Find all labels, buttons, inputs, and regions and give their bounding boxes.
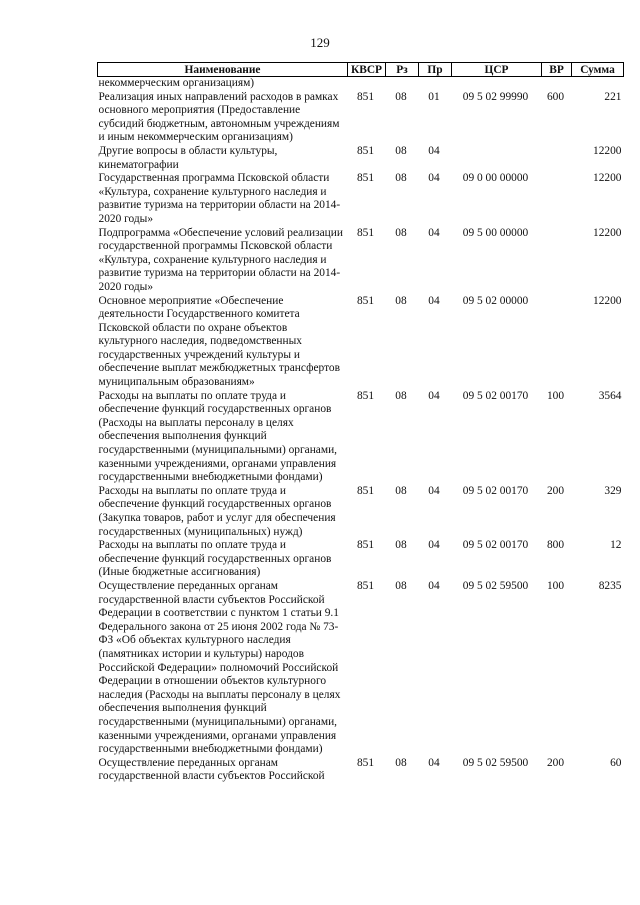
row-sum: 12	[610, 539, 622, 552]
row-name: Расходы на выплаты по оплате труда и обеспечение функций государственных органов (Расходы на выплаты персоналу в целях обеспечения выполнения функций государственными (муниципальными) органами, казенными учреждениями, органами управления государственными внебюджетными фондами)	[98, 389, 338, 484]
row-vr: 200	[546, 756, 565, 769]
row-rz: 08	[395, 389, 407, 402]
header-csr: ЦСР	[452, 63, 542, 77]
row-name: Расходы на выплаты по оплате труда и обеспечение функций государственных органов (Закупка товаров, работ и услуг для обеспечения государственных (муниципальных) нужд)	[98, 484, 336, 538]
row-pr: 04	[428, 539, 440, 552]
row-vr: 100	[546, 389, 565, 402]
row-name: Подпрограмма «Обеспечение условий реализации государственной программы Псковской области «Культура, сохранение культурного наследия и развитие туризма на территории области на 2014-2020 годы»	[98, 226, 343, 293]
row-name: Государственная программа Псковской области «Культура, сохранение культурного наследия и развитие туризма на территории области на 2014-2020 годы»	[98, 172, 341, 225]
row-sum: 221	[604, 90, 622, 103]
table-row	[98, 227, 624, 295]
row-csr: 09 5 02 99990	[462, 90, 529, 103]
row-rz: 08	[395, 90, 407, 103]
row-name: Основное мероприятие «Обеспечение деятельности Государственного комитета Псковской области по охране объектов культурного наследия, подведомственных государственных учреждений культуры и обеспечение выплат межбюджетных трансфертов муниципальным образованиям»	[98, 294, 340, 389]
row-kvsr: 851	[356, 294, 375, 307]
row-name: Другие вопросы в области культуры, кинематографии	[98, 144, 278, 171]
row-kvsr: 851	[356, 144, 375, 157]
row-pr	[419, 77, 452, 91]
table-row	[98, 580, 624, 757]
row-csr: 09 5 02 59500	[462, 756, 529, 769]
table-row	[98, 91, 624, 145]
row-kvsr: 851	[356, 539, 375, 552]
row-vr	[542, 295, 572, 390]
row-pr: 04	[428, 484, 440, 497]
row-csr	[452, 145, 542, 172]
row-vr	[542, 172, 572, 226]
table-row	[98, 295, 624, 390]
header-pr: Пр	[419, 63, 452, 77]
row-kvsr: 851	[356, 756, 375, 769]
row-kvsr: 851	[356, 172, 375, 185]
table-row	[98, 390, 624, 485]
row-kvsr: 851	[356, 484, 375, 497]
table-row	[98, 172, 624, 226]
row-csr: 09 0 00 00000	[462, 172, 529, 185]
row-sum: 60	[610, 756, 622, 769]
header-vr: ВР	[542, 63, 572, 77]
row-kvsr: 851	[356, 579, 375, 592]
row-pr: 04	[428, 756, 440, 769]
row-csr: 09 5 02 00170	[462, 539, 529, 552]
row-pr: 04	[428, 389, 440, 402]
header-sum: Сумма	[572, 63, 624, 77]
row-rz: 08	[395, 539, 407, 552]
row-sum	[572, 77, 624, 91]
row-sum: 8235	[598, 579, 622, 592]
row-name: Осуществление переданных органам государственной власти субъектов Российской Федерации в соответствии с пунктом 1 статьи 9.1 Федерального закона от 25 июня 2002 года № 73-ФЗ «Об объектах культурного наследия (памятниках истории и культуры) народов Российской Федерации» полномочий Российской Федерации в отношении объектов культурного наследия (Расходы на выплаты персоналу в целях обеспечения выполнения функций государственными (муниципальными) органами, казенными учреждениями, органами управления государственными внебюджетными фондами)	[98, 579, 341, 756]
row-csr: 09 5 00 00000	[462, 226, 529, 239]
row-rz: 08	[395, 756, 407, 769]
row-vr	[542, 145, 572, 172]
row-kvsr: 851	[356, 226, 375, 239]
row-rz: 08	[395, 294, 407, 307]
row-sum: 3564	[598, 389, 622, 402]
row-rz: 08	[395, 144, 407, 157]
row-csr	[452, 77, 542, 91]
row-rz: 08	[395, 172, 407, 185]
row-vr	[542, 77, 572, 91]
row-sum: 12200	[593, 172, 622, 185]
row-kvsr: 851	[356, 389, 375, 402]
row-kvsr: 851	[356, 90, 375, 103]
table-row	[98, 485, 624, 539]
header-kvsr: КВСР	[348, 63, 386, 77]
header-rz: Рз	[386, 63, 419, 77]
header-name: Наименование	[98, 63, 348, 77]
row-vr: 100	[546, 579, 565, 592]
row-csr: 09 5 02 00170	[462, 484, 529, 497]
row-vr: 200	[546, 484, 565, 497]
budget-table	[97, 62, 624, 784]
table-row	[98, 77, 624, 91]
row-vr	[542, 227, 572, 295]
row-rz: 08	[395, 579, 407, 592]
row-name: Осуществление переданных органам государственной власти субъектов Российской	[98, 756, 325, 783]
table-header-row	[98, 63, 624, 77]
row-csr: 09 5 02 59500	[462, 579, 529, 592]
row-pr: 01	[428, 90, 440, 103]
row-pr: 04	[428, 144, 440, 157]
row-sum: 12200	[593, 144, 622, 157]
row-sum: 12200	[593, 226, 622, 239]
table-row	[98, 757, 624, 784]
row-name: Реализация иных направлений расходов в рамках основного мероприятия (Предоставление субсидий бюджетным, автономным учреждениям и иным некоммерческим организациям)	[98, 90, 340, 144]
row-rz: 08	[395, 484, 407, 497]
row-pr: 04	[428, 172, 440, 185]
table-row	[98, 145, 624, 172]
row-csr: 09 5 02 00000	[462, 294, 529, 307]
row-rz	[386, 77, 419, 91]
page-number: 129	[310, 35, 330, 50]
table-row	[98, 539, 624, 580]
row-pr: 04	[428, 294, 440, 307]
row-kvsr	[348, 77, 386, 91]
row-vr: 600	[546, 90, 565, 103]
row-vr: 800	[546, 539, 565, 552]
row-pr: 04	[428, 579, 440, 592]
row-name: некоммерческим организациям)	[98, 77, 255, 89]
row-csr: 09 5 02 00170	[462, 389, 529, 402]
row-sum: 329	[604, 484, 622, 497]
row-pr: 04	[428, 226, 440, 239]
row-rz: 08	[395, 226, 407, 239]
row-sum: 12200	[593, 294, 622, 307]
row-name: Расходы на выплаты по оплате труда и обеспечение функций государственных органов (Иные бюджетные ассигнования)	[98, 539, 332, 579]
